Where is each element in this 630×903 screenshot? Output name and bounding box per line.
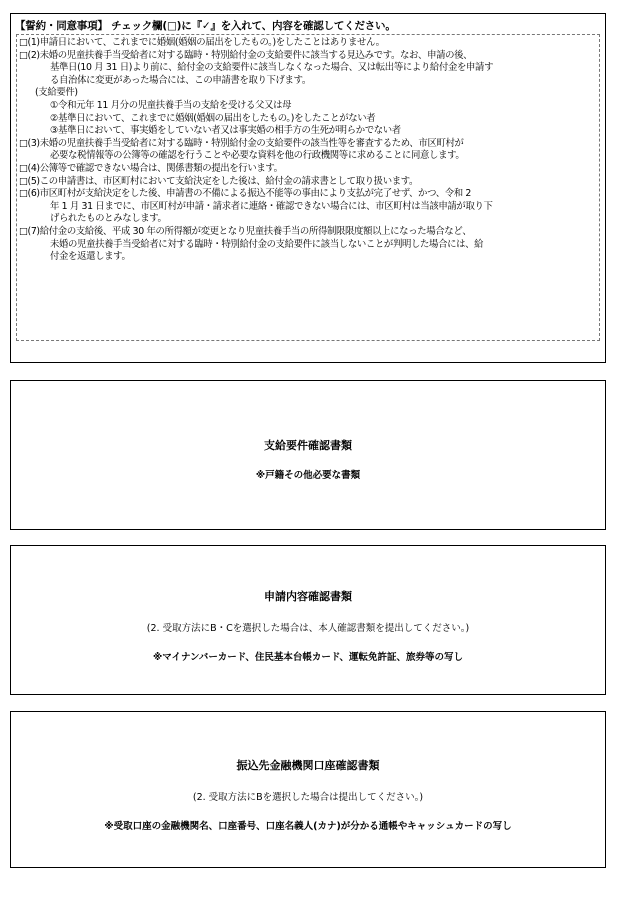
requirement-1: ①令和元年 11 月分の児童扶養手当の支給を受ける父又は母 bbox=[50, 99, 292, 111]
eligibility-requirements-label: (支給要件) bbox=[35, 87, 78, 99]
pledge-item-2-cont: る自治体に変更があった場合には、この申請書を取り下げます。 bbox=[50, 74, 311, 86]
identity-document-title: 申請内容確認書類 bbox=[264, 590, 352, 603]
pledge-item-6-cont: 年 1 月 31 日までに、市区町村が申請・請求者に連絡・確認できない場合には、市区町村は当該申請が取り下 bbox=[50, 200, 493, 212]
identity-document-note: ※マイナンバーカード、住民基本台帳カード、運転免許証、旅券等の写し bbox=[152, 652, 463, 663]
pledge-item-2[interactable]: □(2)未婚の児童扶養手当受給者に対する臨時・特別給付金の支給要件に該当する見込みです。なお、申請の後、 bbox=[19, 49, 473, 61]
requirement-2: ②基準日において、これまでに婚姻(婚姻の届出をしたもの。)をしたことがない者 bbox=[50, 112, 376, 124]
pledge-item-7-cont: 付金を返還します。 bbox=[50, 251, 131, 263]
bank-document-note: ※受取口座の金融機関名、口座番号、口座名義人(カナ)が分かる通帳やキャッシュカードの写し bbox=[104, 821, 512, 832]
pledge-item-7-cont: 未婚の児童扶養手当受給者に対する臨時・特別給付金の支給要件に該当しないことが判明した場合には、給 bbox=[50, 238, 484, 250]
eligibility-document-box bbox=[10, 380, 606, 530]
pledge-item-3-cont: 必要な税情報等の公簿等の確認を行うことや必要な資料を他の行政機関等に求めることに同意します。 bbox=[50, 150, 465, 162]
pledge-item-5[interactable]: □(5)この申請書は、市区町村において支給決定をした後は、給付金の請求書として取り扱います。 bbox=[19, 175, 419, 187]
pledge-item-6[interactable]: □(6)市区町村が支給決定をした後、申請書の不備による振込不能等の事由により支払が完了せず、かつ、令和 2 bbox=[19, 188, 472, 200]
pledge-item-3[interactable]: □(3)未婚の児童扶養手当受給者に対する臨時・特別給付金の支給要件の該当性等を審査するため、市区町村が bbox=[19, 137, 464, 149]
pledge-items-box bbox=[16, 34, 600, 341]
pledge-item-1[interactable]: □(1)申請日において、これまでに婚姻(婚姻の届出をしたもの。)をしたことはありません。 bbox=[19, 37, 385, 48]
bank-document-condition: (2. 受取方法にBを選択した場合は提出してください。) bbox=[192, 792, 424, 803]
bank-document-title: 振込先金融機関口座確認書類 bbox=[236, 759, 380, 772]
pledge-item-4[interactable]: □(4)公簿等で確認できない場合は、関係書類の提出を行います。 bbox=[19, 162, 283, 174]
identity-document-condition: (2. 受取方法にB・Cを選択した場合は、本人確認書類を提出してください。) bbox=[146, 623, 470, 634]
pledge-item-2-cont: 基準日(10 月 31 日)より前に、給付金の支給要件に該当しなくなった場合、又は転出等により給付金を申請す bbox=[50, 62, 494, 74]
pledge-item-7[interactable]: □(7)給付金の支給後、平成 30 年の所得額が変更となり児童扶養手当の所得制限限度額以上になった場合など、 bbox=[19, 225, 472, 237]
bank-document-box bbox=[10, 711, 606, 868]
eligibility-document-note: ※戸籍その他必要な書類 bbox=[255, 470, 361, 481]
pledge-section bbox=[10, 13, 606, 363]
eligibility-document-title: 支給要件確認書類 bbox=[264, 439, 352, 452]
pledge-heading: 【誓約・同意事項】 チェック欄(□)に『✓』を入れて、内容を確認してください。 bbox=[15, 20, 396, 32]
pledge-item-6-cont: げられたものとみなします。 bbox=[50, 213, 167, 225]
identity-document-box bbox=[10, 545, 606, 695]
requirement-3: ③基準日において、事実婚をしていない者又は事実婚の相手方の生死が明らかでない者 bbox=[50, 125, 401, 137]
